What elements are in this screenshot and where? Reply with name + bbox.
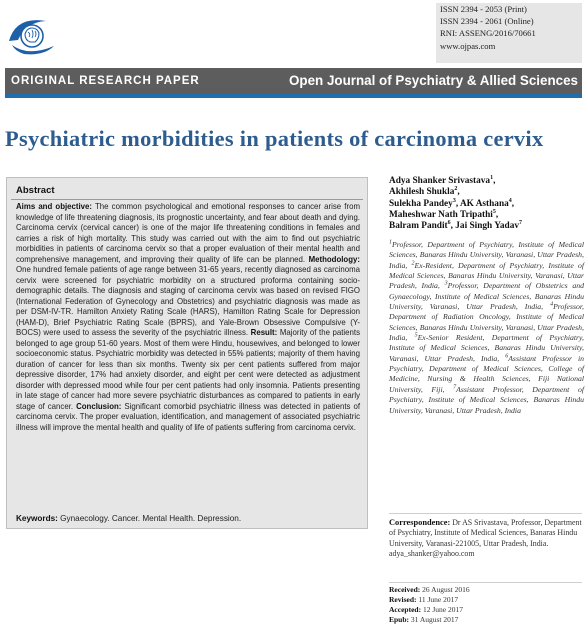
- divider: [389, 582, 582, 583]
- affiliation-sup: 4: [550, 301, 554, 308]
- abstract-body: [16, 202, 360, 433]
- author-list: [389, 176, 584, 232]
- methodology-text: One hundred female patients of age range between 31-65 years, recently diagnosed as carcinoma cervix were screened for psychiatric morbidity on a structured proforma containing socio-demographic details. The diagnosis and staging of carcinoma cervix was based on revised FIGO (International Federation of Gynecology and Obstetrics) and psychiatric diagnosis was made as per DSM-IV-TR. Hamilton Anxiety Rating Scale (HARS), Hamilton Rating Scale for Depression (HAM-D), Brief Psychiatric Rating Scale (BPRS), and Yale-Brown Obsessive Compulsive (Y-BOCS) were used to assess the severity of the psychiatric illness.: [16, 265, 360, 337]
- abstract-box: [6, 177, 368, 529]
- affiliations: [389, 240, 584, 416]
- keywords: [16, 514, 241, 523]
- date-label: Epub:: [389, 615, 410, 625]
- conclusion-label: Conclusion:: [76, 401, 122, 411]
- issn-print: ISSN 2394 - 2053 (Print): [440, 4, 527, 14]
- conclusion-text: Significant comorbid psychiatric illness was detected in patients of carcinoma cervix. The proper evaluation, identification, and management of associated psychiatric illness will improve the mental health and quality of life of patients suffering from carcinoma cervix.: [16, 401, 360, 432]
- affiliation-sup: 1: [389, 239, 392, 246]
- date-value: 11 June 2017: [416, 595, 459, 605]
- author-separator: ,: [455, 198, 460, 209]
- author-sup: 5: [492, 208, 496, 215]
- date-epub: [389, 615, 470, 625]
- author-separator: ,: [457, 187, 460, 198]
- affiliation-text: Ex-Senior Resident, Department of Psychiatry, Institute of Medical Sciences, Banaras Hindu University, Varanasi, Uttar Pradesh, India,: [389, 333, 584, 363]
- author-name: Akhilesh Shukla: [389, 187, 455, 198]
- affiliation-sup: 3: [444, 280, 448, 287]
- aims-text: The common psychological and emotional responses to cancer arise from knowledge of life threatening diagnosis, its prognostic uncertainty, and fear about death and dying. Carcinoma cervix (cervical cancer) is one of the major life threatening conditions in females and carries a risk of high mortality. This study was carried out with the aim to find out psychiatric morbidities in patients of carcinoma cervix so that a proper evaluation of their mental health and comprehensive management, and improving their quality of life can be planned.: [16, 202, 360, 264]
- affiliation-sup: 2: [411, 260, 415, 267]
- date-value: 12 June 2017: [421, 605, 463, 615]
- result-text: Majority of the patients belonged to age group 51-60 years. Most of them were Hindu, housewives, and belonged to lower socioeconomic status. Psychiatric morbidity was detected in 55% patients; majority of them having duration of cancer for less than six months. Twenty six per cent patients suffered from major depressive disorder, 17% had anxiety disorder, and eight per cent were detected as adjustment disorder with depressed mood while four per cent patients had only insomnia. Patients presenting in late stage of cancer had more severe psychiatric disturbances as compared to patients in early stage of cancer.: [16, 328, 360, 411]
- correspondence-text: Dr AS Srivastava, Professor, Department of Psychiatry, Institute of Medical Sciences, Banaras Hindu University, Varanasi-221005, Uttar Pradesh, India.: [389, 518, 582, 548]
- author-sup: 3: [452, 197, 456, 204]
- affiliation-text: Professor, Department of Radiation Oncology, Institute of Medical Sciences, Banaras Hindu University, Varanasi, Uttar Pradesh, India,: [389, 302, 584, 343]
- paper-title: Psychiatric morbidities in patients of carcinoma cervix: [5, 126, 544, 151]
- correspondence-email[interactable]: adya_shanker@yahoo.com: [389, 549, 475, 559]
- author-name: AK Asthana: [459, 198, 509, 209]
- abstract-heading: Abstract: [16, 185, 55, 196]
- affiliation-text: Assistant Professor, Department of Psychiatry, Institute of Medical Sciences, Banaras Hindu University, Varanasi, Uttar Pradesh, India: [389, 384, 584, 415]
- author-sup: 7: [519, 220, 523, 227]
- journal-banner: [5, 68, 582, 98]
- journal-website: www.ojpas.com: [440, 40, 496, 51]
- author-separator: ,: [495, 209, 499, 220]
- affiliation-text: Assistant Professor in Psychiatry, Department of Medical Sciences, College of Medicine, Nursing & Health Sciences, Fiji National University, Fiji,: [389, 353, 584, 394]
- correspondence-label: Correspondence:: [389, 518, 451, 527]
- author-separator: ,: [511, 198, 515, 209]
- date-received: [389, 585, 470, 595]
- journal-info-box: [436, 3, 582, 63]
- author-sup: 2: [454, 186, 458, 193]
- author-name: Maheshwar Nath Tripathi: [389, 209, 493, 220]
- date-value: 26 August 2016: [420, 585, 470, 594]
- affiliation-sup: 6: [505, 353, 509, 360]
- rni-number: RNI: ASSENG/2016/70661: [440, 28, 536, 39]
- author-separator: ,: [450, 221, 456, 232]
- divider: [389, 513, 582, 514]
- author-sup: 1: [490, 174, 494, 181]
- date-revised: [389, 595, 470, 605]
- methodology-label: Methodology:: [308, 254, 360, 264]
- abstract-divider: [11, 199, 363, 200]
- affiliation-text: Ex-Resident, Department of Psychiatry, Institute of Medical Sciences, Banaras Hindu University, Varanasi, Uttar Pradesh, India,: [389, 260, 584, 291]
- correspondence: [389, 518, 584, 560]
- date-label: Revised:: [389, 595, 417, 605]
- author-separator: ,: [493, 176, 496, 186]
- date-label: Accepted:: [389, 605, 422, 615]
- author-sup: 6: [447, 220, 451, 227]
- keywords-label: Keywords:: [16, 514, 58, 523]
- affiliation-sup: 7: [453, 384, 457, 391]
- author-sup: 4: [508, 197, 512, 204]
- affiliation-text: Professor, Department of Obstetrics and Gynaecology, Institute of Medical Sciences, Banaras Hindu University, Varanasi, Uttar Pradesh, India,: [389, 281, 584, 312]
- journal-name: Open Journal of Psychiatry & Allied Sciences: [289, 73, 578, 88]
- author-name: Balram Pandit: [389, 221, 448, 232]
- affiliation-text: Professor, Department of Psychiatry, Institute of Medical Sciences, Banaras Hindu University, Varanasi, Uttar Pradesh, India,: [389, 240, 584, 270]
- keywords-text: Gynaecology. Cancer. Mental Health. Depression.: [57, 514, 242, 523]
- date-value: 31 August 2017: [409, 615, 459, 625]
- result-label: Result:: [250, 328, 278, 337]
- date-accepted: [389, 605, 470, 615]
- ojpas-logo-icon: [6, 10, 58, 58]
- author-name: Jai Singh Yadav: [455, 221, 520, 232]
- issn-online: ISSN 2394 - 2061 (Online): [440, 16, 534, 27]
- date-label: Received:: [389, 585, 421, 594]
- affiliation-sup: 5: [414, 332, 418, 339]
- publication-dates: [389, 585, 470, 625]
- author-name: Sulekha Pandey: [389, 198, 453, 209]
- aims-label: Aims and objective:: [16, 202, 93, 211]
- author-name: Adya Shanker Srivastava: [389, 176, 491, 186]
- paper-type-label: ORIGINAL RESEARCH PAPER: [11, 75, 200, 87]
